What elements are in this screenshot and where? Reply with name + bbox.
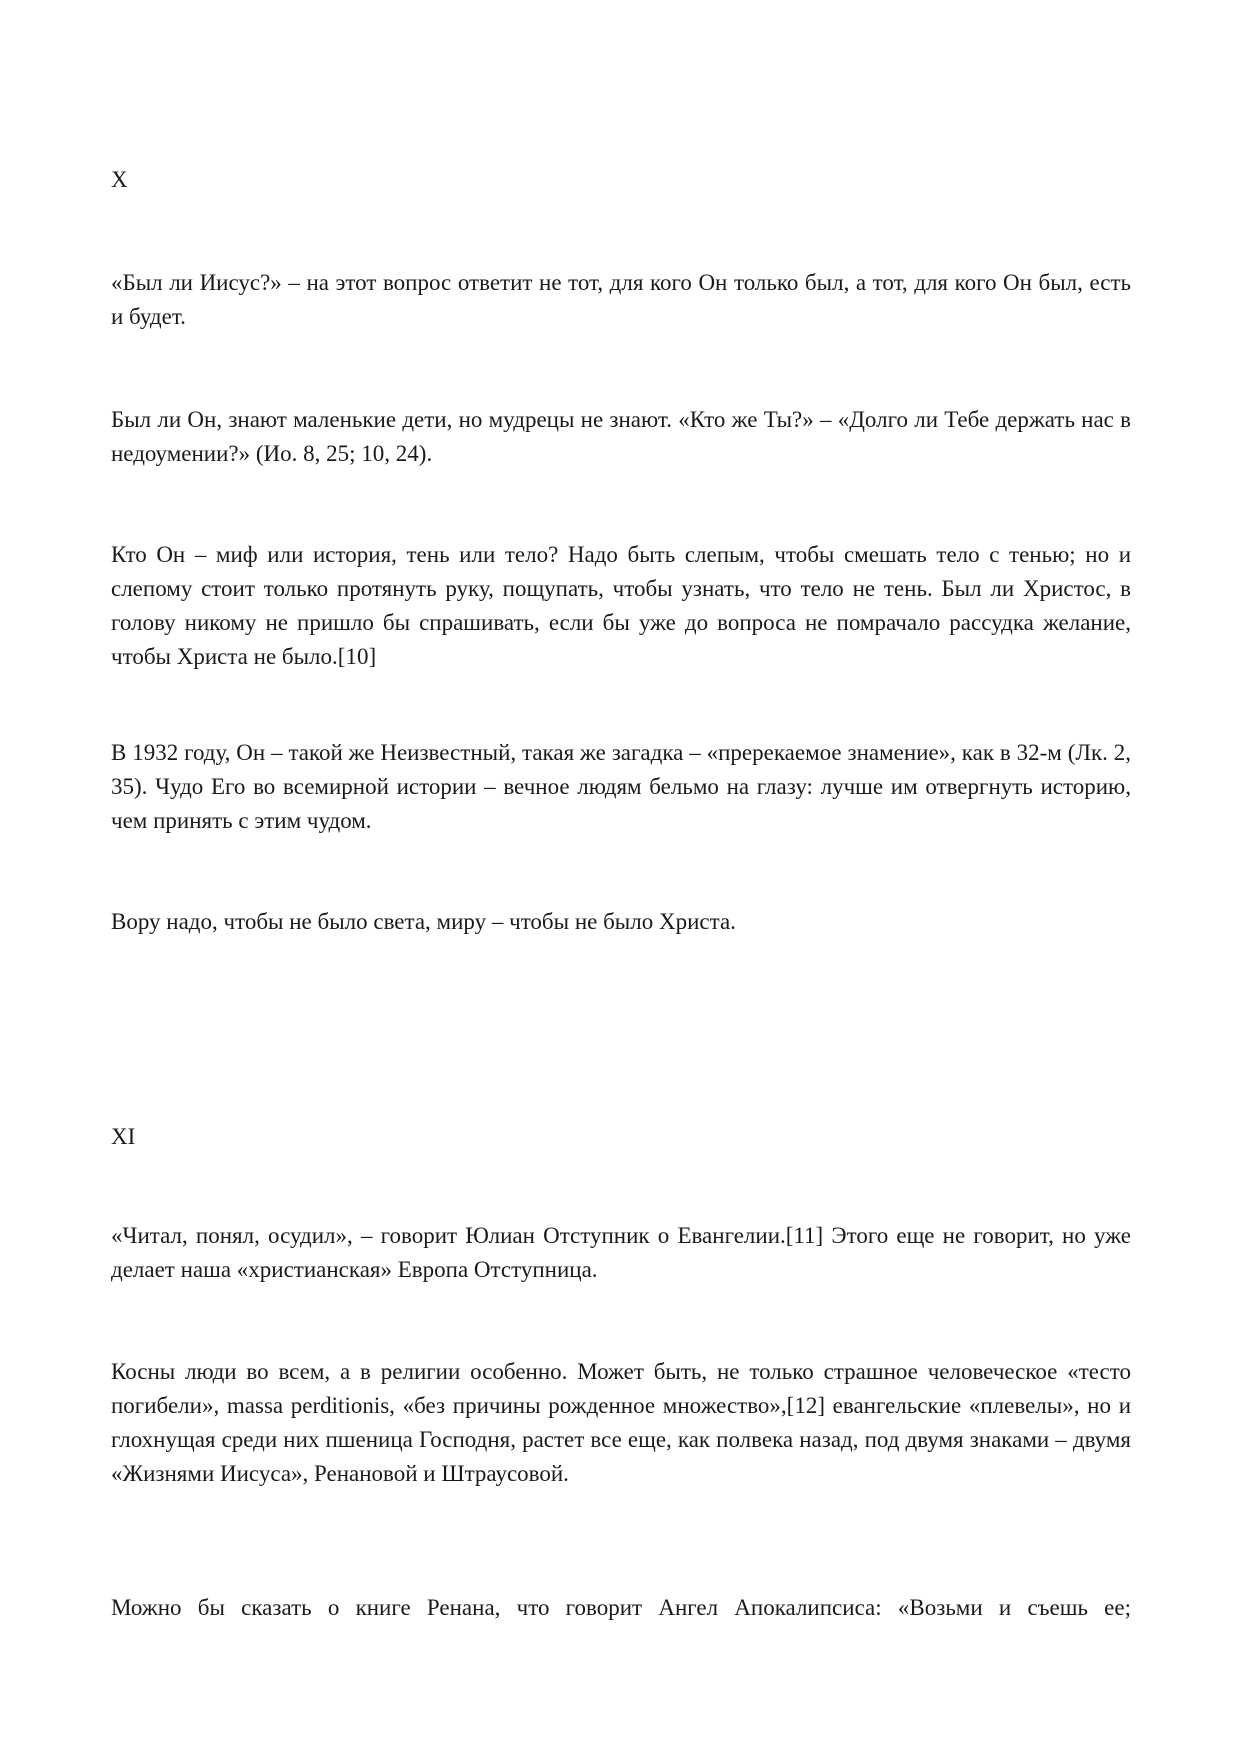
paragraph: «Читал, понял, осудил», – говорит Юлиан Отступник о Евангелии.[11] Этого еще не говорит, но уже делает наша «христианская» Европа Отступница. <box>111 1223 1131 1282</box>
paragraph: Кто Он – миф или история, тень или тело? Надо быть слепым, чтобы смешать тело с тенью; но и слепому стоит только протянуть руку, пощупать, чтобы узнать, что тело не тень. Был ли Христос, в голову никому не пришло бы спрашивать, если бы уже до вопроса не помрачало рассудка желание, чтобы Христа не было.[10] <box>111 542 1131 669</box>
section-heading-x: X <box>111 167 128 192</box>
section-heading-xi: XI <box>111 1124 136 1149</box>
paragraph: Косны люди во всем, а в религии особенно. Может быть, не только страшное человеческое «тесто погибели», massa perditionis, «без причины рожденное множество»,[12] евангельские «плевелы», но и глохнущая среди них пшеница Господня, растет все еще, как полвека назад, под двумя знаками – двумя «Жизнями Иисуса», Ренановой и Штраусовой. <box>111 1359 1131 1486</box>
paragraph: «Был ли Иисус?» – на этот вопрос ответит не тот, для кого Он только был, а тот, для кого Он был, есть и будет. <box>111 270 1131 329</box>
paragraph: Можно бы сказать о книге Ренана, что говорит Ангел Апокалипсиса: «Возьми и съешь ее; <box>111 1595 1131 1620</box>
paragraph: Был ли Он, знают маленькие дети, но мудрецы не знают. «Кто же Ты?» – «Долго ли Тебе держать нас в недоумении?» (Ио. 8, 25; 10, 24). <box>111 407 1131 466</box>
paragraph: Вору надо, чтобы не было света, миру – чтобы не было Христа. <box>111 909 736 934</box>
paragraph: В 1932 году, Он – такой же Неизвестный, такая же загадка – «пререкаемое знамение», как в 32-м (Лк. 2, 35). Чудо Его во всемирной истории – вечное людям бельмо на глазу: лучше им отвергнуть историю, чем принять с этим чудом. <box>111 740 1131 833</box>
